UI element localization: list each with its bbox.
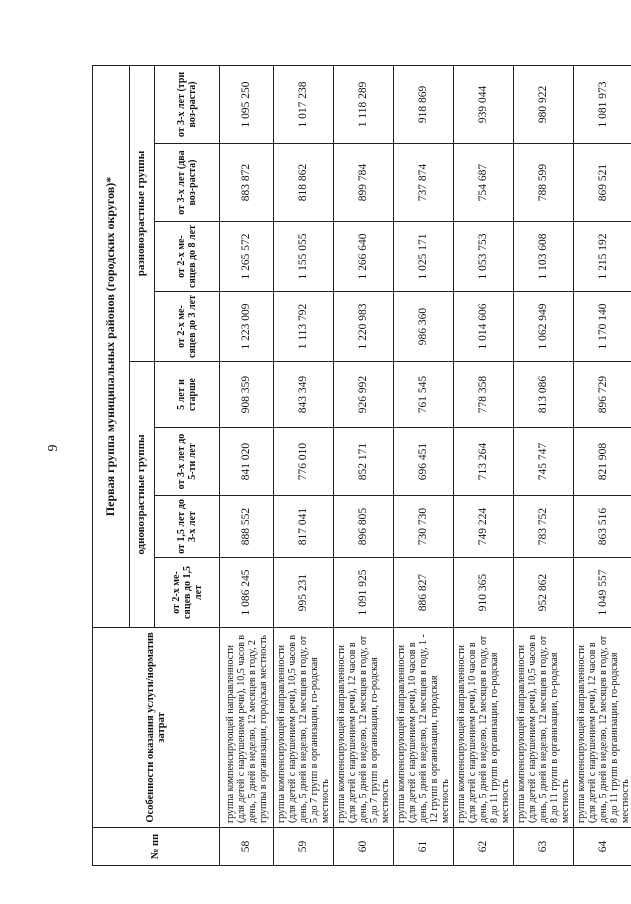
header-same-age: одновозрастные группы: [130, 362, 155, 628]
cost-value: 713 264: [454, 428, 514, 496]
cost-value: 1 062 949: [514, 292, 574, 362]
cost-value: 1 215 192: [574, 222, 631, 292]
cost-value: 1 025 171: [394, 222, 454, 292]
header-col-2: от 1,5 лет до 3-х лет: [155, 496, 220, 558]
cost-value: 863 516: [574, 496, 631, 558]
cost-value: 730 730: [394, 496, 454, 558]
cost-value: 899 784: [334, 144, 394, 222]
row-number: 63: [514, 828, 574, 866]
cost-value: 1 265 572: [220, 222, 274, 292]
cost-value: 754 687: [454, 144, 514, 222]
cost-value: 737 874: [394, 144, 454, 222]
cost-norms-table: [92, 65, 631, 866]
cost-value: 886 827: [394, 558, 454, 628]
cost-value: 1 118 289: [334, 65, 394, 143]
cost-value: 910 365: [454, 558, 514, 628]
cost-value: 1 113 792: [274, 292, 334, 362]
cost-value: 821 908: [574, 428, 631, 496]
header-col-8: от 3-х лет (три воз-раста): [155, 65, 220, 143]
header-col-1: от 2-х ме-сяцев до 1,5 лет: [155, 558, 220, 628]
row-number: 59: [274, 828, 334, 866]
cost-value: 883 872: [220, 144, 274, 222]
row-number: 58: [220, 828, 274, 866]
cost-value: 1 091 925: [334, 558, 394, 628]
table-row: [274, 65, 334, 865]
cost-value: 776 010: [274, 428, 334, 496]
cost-value: 908 359: [220, 362, 274, 428]
cost-value: 813 086: [514, 362, 574, 428]
header-col-7: от 3-х лет (два воз-раста): [155, 144, 220, 222]
cost-value: 1 155 055: [274, 222, 334, 292]
cost-value: 986 360: [394, 292, 454, 362]
cost-value: 1 095 250: [220, 65, 274, 143]
table-row: [574, 65, 631, 865]
cost-value: 1 086 245: [220, 558, 274, 628]
header-group-title: Первая группа муниципальных районов (городских округов)*: [93, 65, 130, 627]
header-mixed-age: разновозрастные группы: [130, 65, 155, 361]
rotated-table-container: [92, 66, 631, 866]
header-col-4: 5 лет и старше: [155, 362, 220, 428]
cost-value: 1 017 238: [274, 65, 334, 143]
cost-value: 778 358: [454, 362, 514, 428]
cost-value: 841 020: [220, 428, 274, 496]
page-number: 9: [46, 444, 61, 452]
table-row: [334, 65, 394, 865]
cost-value: 745 747: [514, 428, 574, 496]
cost-value: 1 103 608: [514, 222, 574, 292]
cost-value: 1 049 557: [574, 558, 631, 628]
cost-value: 926 992: [334, 362, 394, 428]
cost-value: 995 231: [274, 558, 334, 628]
cost-value: 817 041: [274, 496, 334, 558]
row-description: группа компенсирующей направленности (для детей с нарушением речи), 12 часов в день, 5 дней в неделю, 12 месяцев в году, от 5 до 7 групп в организации, го-родская местность: [334, 628, 394, 828]
cost-value: 952 862: [514, 558, 574, 628]
cost-value: 1 081 973: [574, 65, 631, 143]
cost-value: 1 170 140: [574, 292, 631, 362]
row-number: 64: [574, 828, 631, 866]
row-number: 60: [334, 828, 394, 866]
cost-value: 1 266 640: [334, 222, 394, 292]
cost-value: 939 044: [454, 65, 514, 143]
cost-value: 1 223 009: [220, 292, 274, 362]
row-number: 61: [394, 828, 454, 866]
header-col-5: от 2-х ме-сяцев до 3 лет: [155, 292, 220, 362]
header-num: № пп: [93, 828, 220, 866]
cost-value: 749 224: [454, 496, 514, 558]
cost-value: 696 451: [394, 428, 454, 496]
table-row: [454, 65, 514, 865]
header-col-3: от 3-х лет до 5-ти лет: [155, 428, 220, 496]
row-number: 62: [454, 828, 514, 866]
cost-value: 761 545: [394, 362, 454, 428]
header-col-6: от 2-х ме-сяцев до 8 лет: [155, 222, 220, 292]
row-description: группа компенсирующей направленности (для детей с нарушением речи), 10,5 часов в день, 5 дней в неделю, 12 месяцев в году, от 5 до 7 групп в организации, го-родская местность: [274, 628, 334, 828]
cost-value: 852 171: [334, 428, 394, 496]
row-description: группа компенсирующей направленности (для детей с нарушением речи), 10 часов в день, 5 дней в неделю, 12 месяцев в году, от 8 до 11 групп в организации, го-родская местность: [454, 628, 514, 828]
cost-value: 1 220 983: [334, 292, 394, 362]
cost-value: 788 599: [514, 144, 574, 222]
row-description: группа компенсирующей направленности (для детей с нарушением речи), 10,5 часов в день, 5 дней в неделю, 12 месяцев в году, от 8 до 11 групп в организации, го-родская местность: [514, 628, 574, 828]
cost-value: 1 053 753: [454, 222, 514, 292]
row-description: группа компенсирующей направленности (для детей с нарушением речи), 10 часов в день, 5 дней в неделю, 12 месяцев в году, 1 - 12 групп в организации, городская местность: [394, 628, 454, 828]
table-row: [220, 65, 274, 865]
cost-value: 896 805: [334, 496, 394, 558]
cost-value: 1 014 606: [454, 292, 514, 362]
cost-value: 783 752: [514, 496, 574, 558]
cost-value: 888 552: [220, 496, 274, 558]
cost-value: 869 521: [574, 144, 631, 222]
cost-value: 980 922: [514, 65, 574, 143]
cost-value: 918 869: [394, 65, 454, 143]
header-desc: Особенности оказания услуги/норматив затрат: [93, 628, 220, 828]
cost-value: 843 349: [274, 362, 334, 428]
cost-value: 818 862: [274, 144, 334, 222]
table-row: [394, 65, 454, 865]
table-row: [514, 65, 574, 865]
row-description: группа компенсирующей направленности (для детей с нарушением речи), 10,5 часов в день, 5 дней в неделю, 12 месяцев в году, 2 группы в организации, городская местность: [220, 628, 274, 828]
cost-value: 896 729: [574, 362, 631, 428]
row-description: группа компенсирующей направленности (для детей с нарушением речи), 12 часов в день, 5 дней в неделю, 12 месяцев в году, от 8 до 11 групп в организации, го-родская местность: [574, 628, 631, 828]
